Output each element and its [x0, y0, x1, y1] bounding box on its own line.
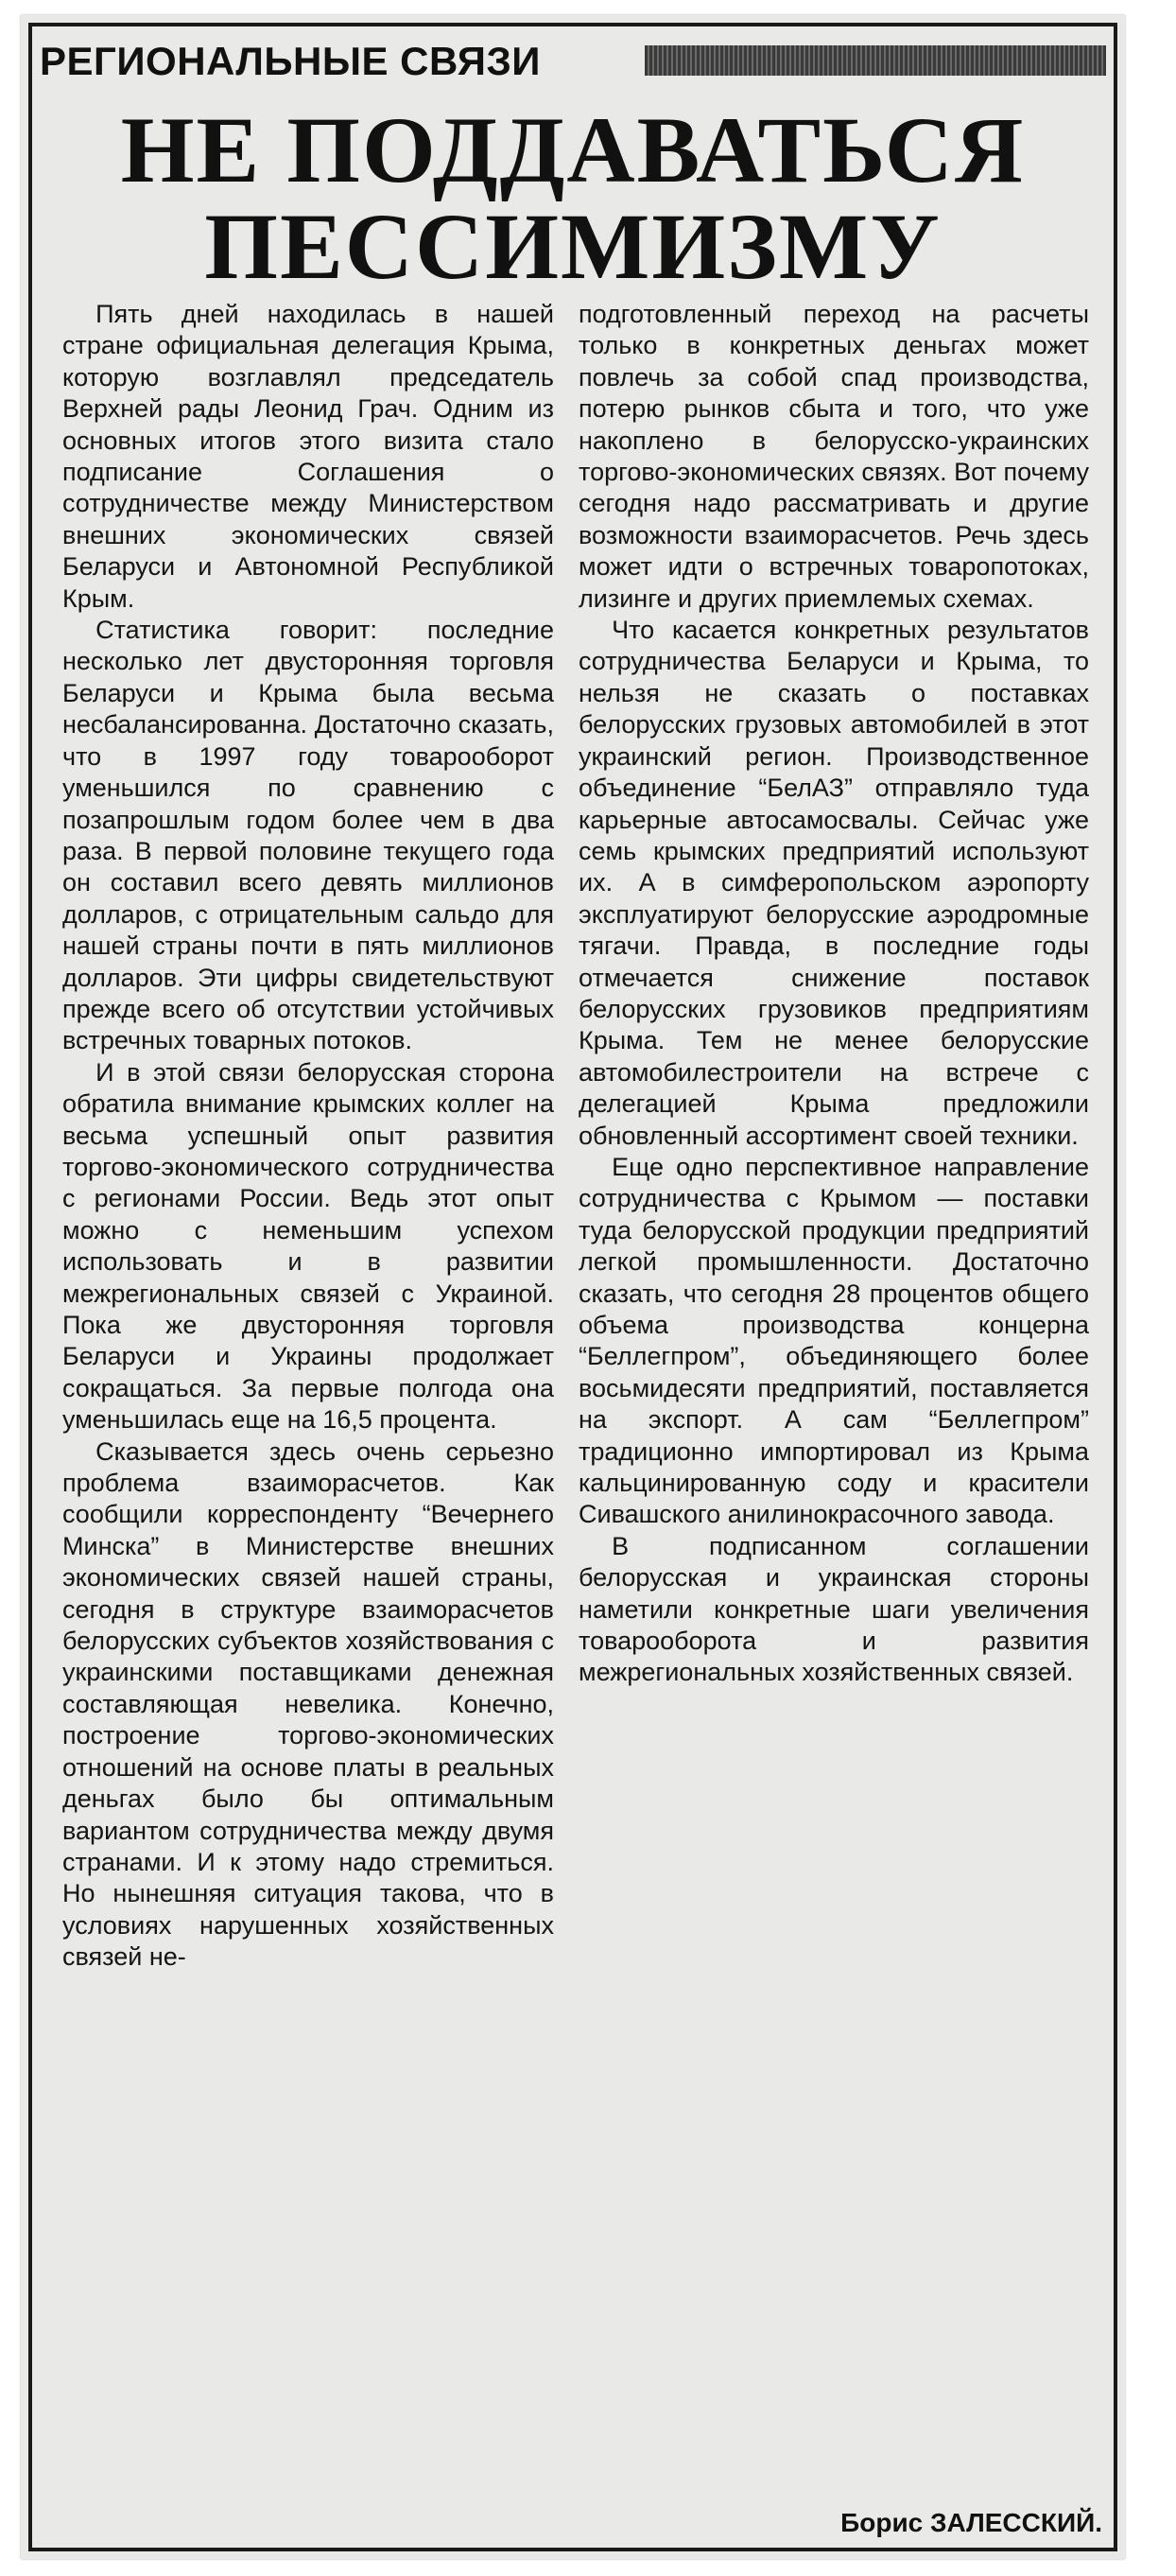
rubric-row — [40, 32, 1106, 91]
paragraph-4: Сказывается здесь очень серьезно проблема взаиморасчетов. Как сообщили корреспонденту “Вечернего Минска” в Министерстве внешних экономических связей нашей страны, сегодня в структуре взаиморасчетов белорусских субъектов хозяйствования с украинскими поставщиками денежная составляющая невелика. Конечно, построение торгово-экономических отношений на основе платы в реальных деньгах было бы оптимальным вариантом сотрудничества между двумя странами. И к этому надо стремиться. Но нынешняя ситуация такова, что в условиях нарушенных хозяйственных связей не- — [62, 1436, 554, 1972]
paragraph-7: В подписанном соглашении белорусская и украинская стороны наметили конкретные шаги увеличения товарооборота и развития межрегиональных хозяйственных связей. — [579, 1531, 1089, 1687]
paragraph-6: Еще одно перспективное направление сотрудничества с Крымом — поставки туда белорусской продукции предприятий легкой промышленности. Достаточно сказать, что сегодня 28 процентов общего объема производства концерна “Беллегпром”, объединяющего более восьмидесяти предприятий, поставляется на экспорт. А сам “Беллегпром” традиционно импортировал из Крыма кальцинированную соду и красители Сивашского анилинокрасочного завода. — [579, 1152, 1089, 1529]
paragraph-1: Пять дней находилась в нашей стране официальная делегация Крыма, которую возглавлял председатель Верхней рады Леонид Грач. Одним из основных итогов этого визита стало подписание Соглашения о сотрудничестве между Министерством внешних экономических связей Беларуси и Автономной Республикой Крым. — [62, 300, 554, 613]
article-column-left — [62, 299, 554, 1974]
paragraph-3: И в этой связи белорусская сторона обратила внимание крымских коллег на весьма успешный опыт развития торгово-экономического сотрудничества с регионами России. Ведь этот опыт можно с неменьшим успехом использовать и в развитии межрегиональных связей с Украиной. Пока же двусторонняя торговля Беларуси и Украины продолжает сокращаться. За первые полгода она уменьшилась еще на 16,5 процента. — [62, 1057, 554, 1435]
headline-line-1: НЕ ПОДДАВАТЬСЯ — [120, 97, 1026, 202]
paragraph-5: Что касается конкретных результатов сотрудничества Беларуси и Крыма, то нельзя не сказать о поставках белорусских грузовых автомобилей в этот украинский регион. Производственное объединение “БелАЗ” отправляло туда карьерные автосамосвалы. Сейчас уже семь крымских предприятий используют их. А в симферопольском аэропорту эксплуатируют белорусские аэродромные тягачи. Правда, в последние годы отмечается снижение поставок белорусских грузовиков предприятиям Крыма. Тем не менее белорусские автомобилестроители на встрече с делегацией Крыма предложили обновленный ассортимент своей техники. — [579, 616, 1089, 1150]
paragraph-2: Статистика говорит: последние несколько лет двусторонняя торговля Беларуси и Крыма была весьма несбалансированна. Достаточно сказать, что в 1997 году товарооборот уменьшился по сравнению с позапрошлым годом более чем в два раза. В первой половине текущего года он составил всего девять миллионов долларов, с отрицательным сальдо для нашей страны почти в пять миллионов долларов. Эти цифры свидетельствуют прежде всего об отсутствии устойчивых встречных товарных потоков. — [62, 616, 554, 1055]
rubric-decorative-bar — [645, 45, 1106, 76]
headline-line-2: ПЕССИМИЗМУ — [204, 194, 942, 299]
author-signature: Борис ЗАЛЕССКИЙ. — [840, 2508, 1102, 2537]
article-column-right — [579, 299, 1089, 1689]
article-headline — [40, 97, 1106, 299]
rubric-label: РЕГИОНАЛЬНЫЕ СВЯЗИ — [40, 39, 541, 83]
newspaper-clipping — [21, 15, 1125, 2559]
paragraph-4-continued: подготовленный переход на расчеты только в конкретных деньгах может повлечь за собой спад производства, потерю рынков сбыта и того, что уже накоплено в белорусско-украинских торгово-экономических связях. Вот почему сегодня надо рассматривать и другие возможности взаиморасчетов. Речь здесь может идти о встречных товаропотоках, лизинге и других приемлемых схемах. — [579, 300, 1089, 613]
